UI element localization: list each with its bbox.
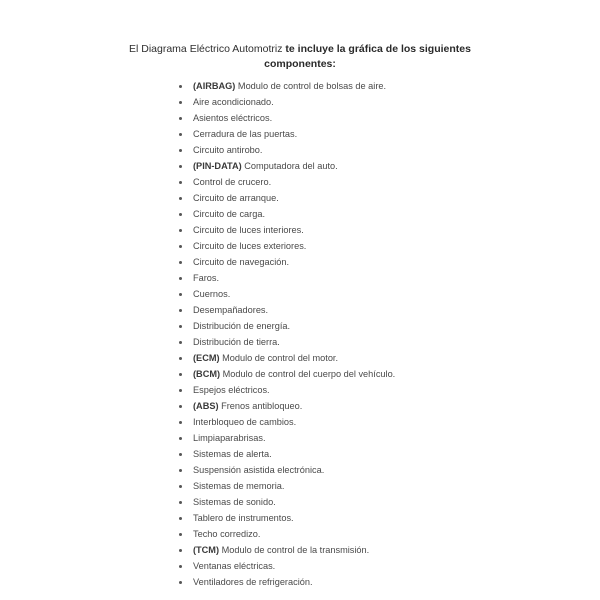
bullet-icon [179,373,182,376]
item-text: Modulo de control del motor. [222,353,339,363]
bullet-icon [179,85,182,88]
list-item [176,78,395,94]
item-text: Distribución de tierra. [193,337,280,347]
item-abbreviation: (ABS) [193,401,219,411]
item-text: Modulo de control de bolsas de aire. [237,81,387,91]
bullet-icon [179,533,182,536]
list-item [176,206,395,222]
bullet-icon [179,261,182,264]
list-item [176,318,395,334]
list-item [176,238,395,254]
bullet-icon [179,197,182,200]
item-text: Circuito de luces exteriores. [193,241,307,251]
item-text: Ventanas eléctricas. [193,561,276,571]
list-item [176,142,395,158]
bullet-icon [179,101,182,104]
bullet-icon [179,149,182,152]
list-item [176,414,395,430]
bullet-icon [179,469,182,472]
bullet-icon [179,245,182,248]
intro-plain-text: El Diagrama Eléctrico Automotriz [129,43,283,55]
list-item [176,158,395,174]
list-item [176,334,395,350]
list-item [176,110,395,126]
bullet-icon [179,517,182,520]
list-item [176,510,395,526]
item-text: Aire acondicionado. [193,97,274,107]
item-text: Sistemas de sonido. [193,497,276,507]
intro-line-2: componentes: [264,58,336,70]
list-item [176,190,395,206]
bullet-icon [179,181,182,184]
list-item [176,382,395,398]
bullet-icon [179,437,182,440]
intro-bold-text: te incluye la gráfica de los siguientes [285,43,471,55]
bullet-icon [179,133,182,136]
bullet-icon [179,453,182,456]
item-text: Circuito de luces interiores. [193,225,304,235]
bullet-icon [179,277,182,280]
bullet-icon [179,581,182,584]
list-item [176,558,395,574]
item-text: Suspensión asistida electrónica. [193,465,325,475]
list-item [176,430,395,446]
item-text: Faros. [193,273,220,283]
list-item [176,302,395,318]
item-text: Circuito de navegación. [193,257,290,267]
bullet-icon [179,485,182,488]
bullet-icon [179,405,182,408]
item-text: Cuernos. [193,289,231,299]
bullet-icon [179,293,182,296]
item-text: Frenos antibloqueo. [221,401,303,411]
list-item [176,446,395,462]
bullet-icon [179,389,182,392]
bullet-icon [179,325,182,328]
bullet-icon [179,341,182,344]
item-abbreviation: (PIN-DATA) [193,161,242,171]
item-text: Circuito de carga. [193,209,266,219]
item-text: Circuito de arranque. [193,193,279,203]
list-item [176,126,395,142]
list-item [176,398,395,414]
item-abbreviation: (ECM) [193,353,220,363]
item-text: Control de crucero. [193,177,272,187]
list-item [176,270,395,286]
item-text: Desempañadores. [193,305,269,315]
list-item [176,94,395,110]
item-text: Distribución de energía. [193,321,291,331]
list-item [176,254,395,270]
list-item [176,526,395,542]
bullet-icon [179,229,182,232]
intro-heading [0,42,600,72]
bullet-icon [179,117,182,120]
list-item [176,462,395,478]
item-text: Circuito antirobo. [193,145,263,155]
item-text: Espejos eléctricos. [193,385,270,395]
item-text: Asientos eléctricos. [193,113,273,123]
item-text: Modulo de control de la transmisión. [221,545,370,555]
item-text: Sistemas de memoria. [193,481,285,491]
item-text: Techo corredizo. [193,529,261,539]
item-text: Modulo de control del cuerpo del vehículo. [222,369,396,379]
list-item [176,286,395,302]
list-item [176,478,395,494]
item-text: Limpiaparabrisas. [193,433,266,443]
item-text: Interbloqueo de cambios. [193,417,297,427]
bullet-icon [179,501,182,504]
list-item [176,542,395,558]
list-item [176,366,395,382]
bullet-icon [179,165,182,168]
item-text: Tablero de instrumentos. [193,513,294,523]
list-item [176,494,395,510]
component-list [176,78,395,590]
item-abbreviation: (BCM) [193,369,221,379]
bullet-icon [179,357,182,360]
bullet-icon [179,565,182,568]
list-item [176,222,395,238]
item-abbreviation: (AIRBAG) [193,81,236,91]
bullet-icon [179,421,182,424]
list-item [176,174,395,190]
bullet-icon [179,549,182,552]
list-item [176,350,395,366]
bullet-icon [179,309,182,312]
item-text: Ventiladores de refrigeración. [193,577,313,587]
item-text: Cerradura de las puertas. [193,129,298,139]
item-text: Sistemas de alerta. [193,449,272,459]
list-item [176,574,395,590]
item-text: Computadora del auto. [244,161,338,171]
item-abbreviation: (TCM) [193,545,220,555]
bullet-icon [179,213,182,216]
intro-line-1 [0,42,600,57]
